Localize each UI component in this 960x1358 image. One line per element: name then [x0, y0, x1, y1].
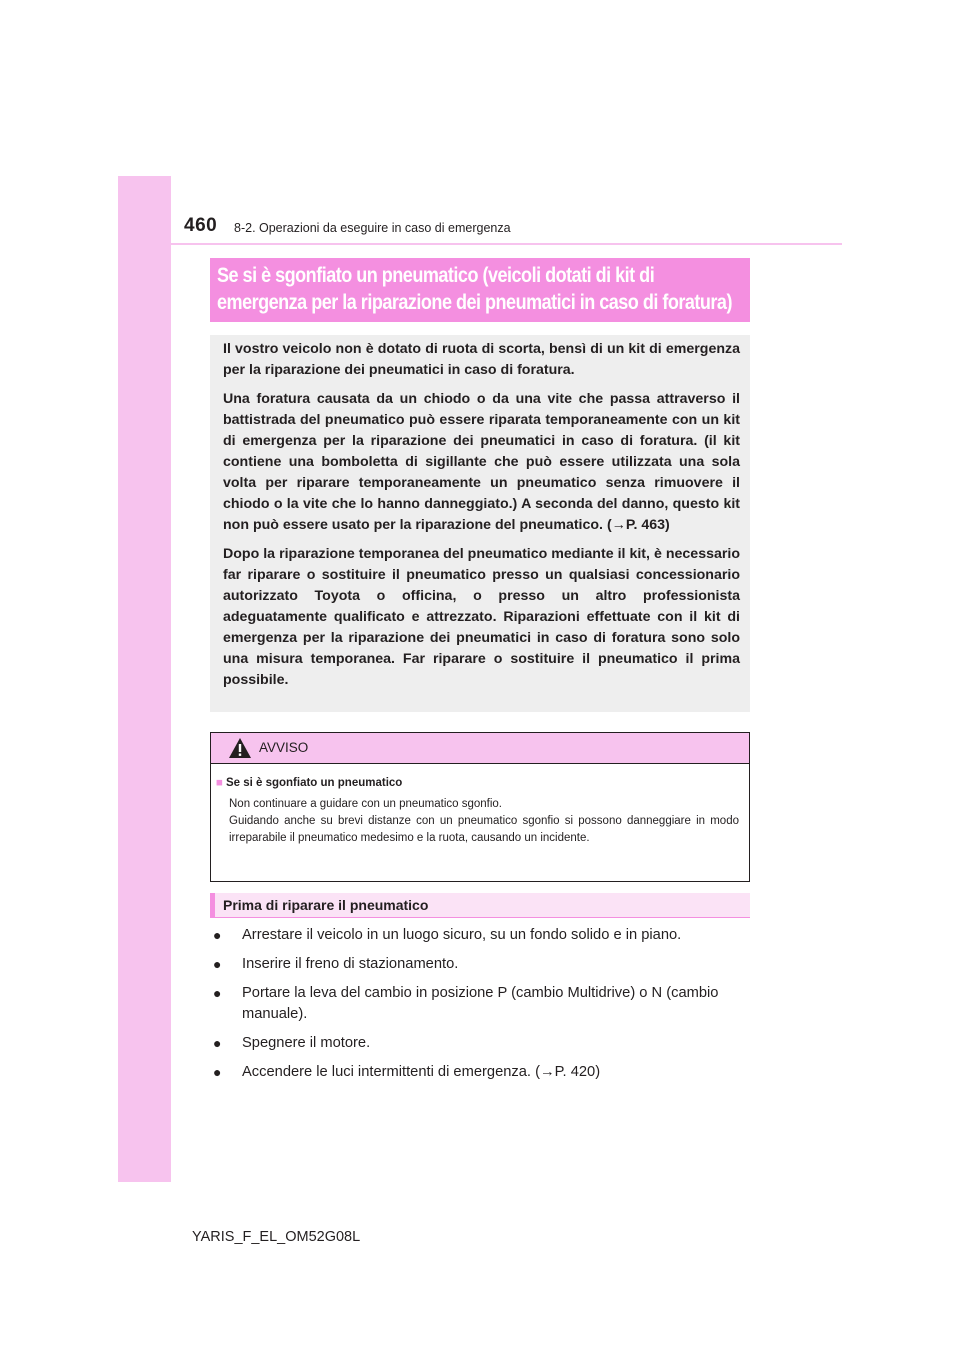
list-item: [213, 925, 748, 946]
section-title-line-1: Se si è sgonfiato un pneumatico (veicoli dotati di kit di: [217, 264, 655, 287]
warning-body: [229, 796, 739, 847]
document-code: YARIS_F_EL_OM52G08L: [192, 1229, 361, 1245]
warning-box: [210, 732, 750, 882]
bullet-icon: ●: [213, 1064, 222, 1080]
header-divider: [171, 243, 842, 245]
list-item-text: Accendere le luci intermittenti di emergenza. (→P. 420): [242, 1064, 601, 1080]
intro-paragraph-1: Il vostro veicolo non è dotato di ruota di scorta, bensì di un kit di emergenza per la riparazione dei pneumatici in caso di foratura.: [223, 341, 740, 378]
warning-triangle-icon: [228, 737, 252, 759]
list-item-text: Arrestare il veicolo in un luogo sicuro, su un fondo solido e in piano.: [242, 927, 682, 943]
prep-heading-bar: [210, 893, 750, 918]
warning-line-2: Guidando anche su brevi distanze con un pneumatico sgonfio si possono danneggiare in modo irreparabile il pneumatico medesimo e la ruota, causando un incidente.: [229, 815, 739, 844]
intro-box: [210, 335, 750, 712]
list-item: [213, 954, 748, 975]
warning-label: AVVISO: [259, 740, 309, 755]
heading-accent: [210, 893, 215, 917]
page-number: 460: [184, 215, 218, 236]
warning-line-1: Non continuare a guidare con un pneumatico sgonfio.: [229, 798, 502, 810]
prep-list: [213, 925, 748, 1091]
warning-subtitle-text: Se si è sgonfiato un pneumatico: [225, 777, 403, 789]
list-item-text: Inserire il freno di stazionamento.: [242, 956, 459, 972]
section-title-band: [210, 258, 750, 322]
intro-paragraph-3: Dopo la riparazione temporanea del pneumatico mediante il kit, è necessario far riparare o sostituire il pneumatico presso un qualsiasi concessionario autorizzato Toyota o officina, o presso un altro professionista adeguatamente qualificato e attrezzato. Riparazioni effettuate con il kit di emergenza per la riparazione dei pneumatici in caso di foratura sono solo una misura temporanea. Far riparare o sostituire il pneumatico il prima possibile.: [223, 546, 740, 688]
bullet-icon: ●: [213, 1035, 222, 1051]
prep-heading: Prima di riparare il pneumatico: [223, 897, 429, 913]
list-item: [213, 1062, 748, 1083]
list-item: [213, 983, 748, 1025]
warning-subtitle: [216, 777, 402, 789]
bullet-icon: ●: [213, 956, 222, 972]
intro-paragraph-2: Una foratura causata da un chiodo o da una vite che passa attraverso il battistrada del pneumatico può essere riparata temporaneamente con un kit di emergenza per la riparazione dei pneumatici in caso di foratura. (il kit contiene una bomboletta di sigillante che può essere utilizzata una sola volta per riparare temporaneamente un pneumatico senza rimuovere il chiodo o la vite che lo hanno danneggiato.) A seconda del danno, questo kit non può essere usato per la riparazione del pneumatico. (→P. 463): [223, 391, 740, 533]
bullet-icon: ●: [213, 985, 222, 1001]
section-title-line-2: emergenza per la riparazione dei pneumatici in caso di foratura): [217, 291, 732, 314]
list-item-text: Portare la leva del cambio in posizione P (cambio Multidrive) o N (cambio manuale).: [242, 985, 719, 1022]
bullet-icon: ●: [213, 927, 222, 943]
square-bullet-icon: ■: [216, 777, 223, 789]
section-header: 8-2. Operazioni da eseguire in caso di emergenza: [234, 221, 511, 235]
list-item-text: Spegnere il motore.: [242, 1035, 371, 1051]
warning-header: [211, 733, 749, 764]
list-item: [213, 1033, 748, 1054]
side-tab-bar: [118, 176, 171, 1182]
